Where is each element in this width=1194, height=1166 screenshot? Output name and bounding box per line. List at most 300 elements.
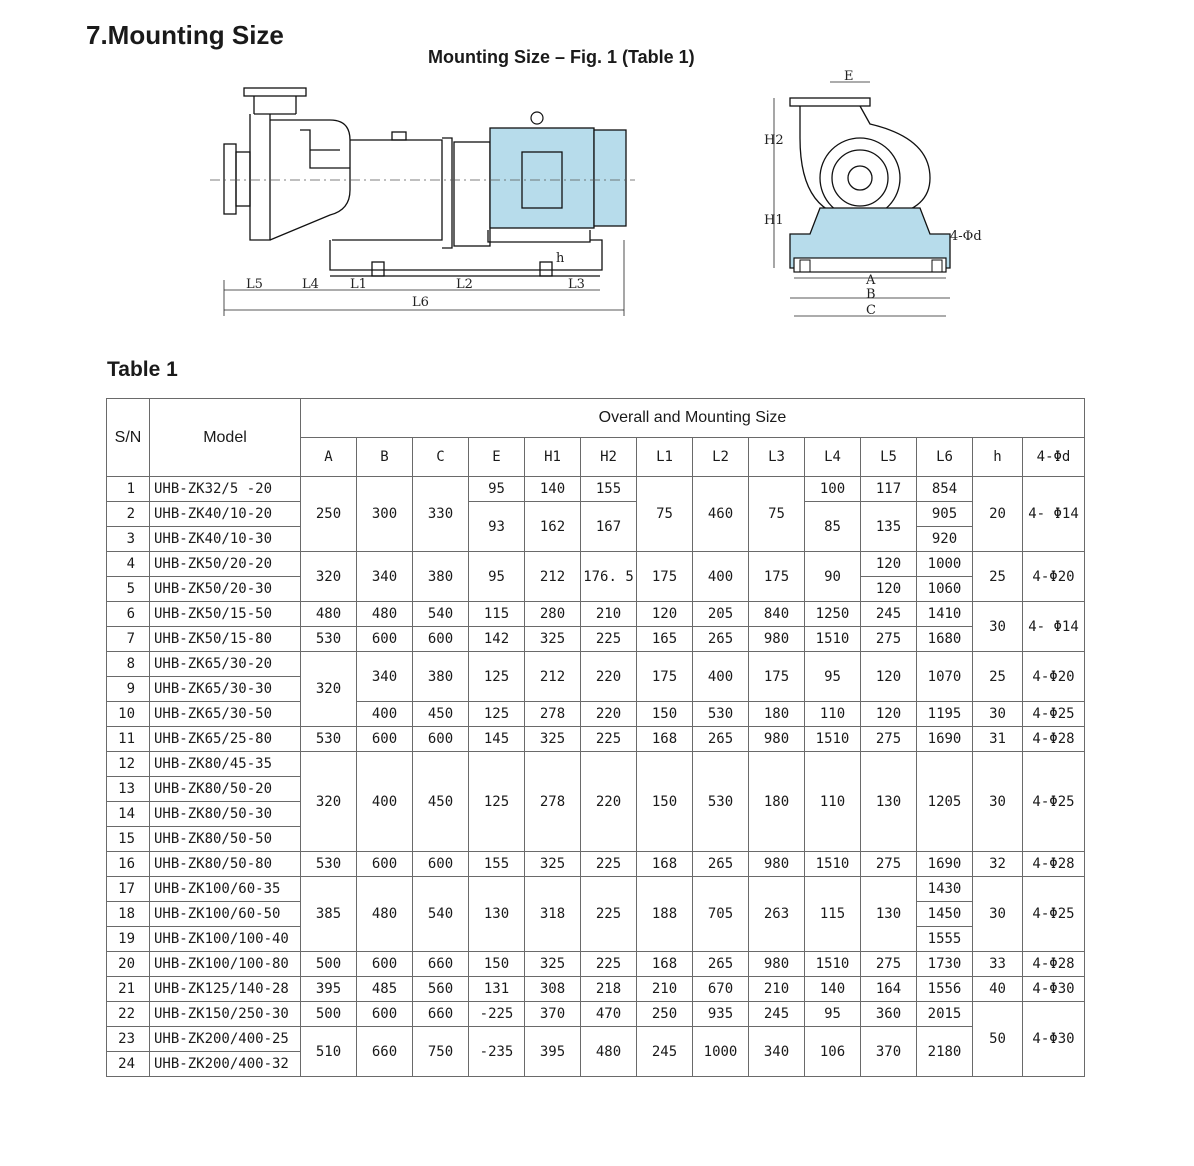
dimension-cell: 225 xyxy=(581,877,637,952)
dimension-cell: 280 xyxy=(525,602,581,627)
dimension-cell: 450 xyxy=(413,702,469,727)
dimension-cell: 220 xyxy=(581,752,637,852)
dimension-cell: 4- Φ14 xyxy=(1023,477,1085,552)
dimension-cell: 2015 xyxy=(917,1002,973,1027)
dimension-cell: 30 xyxy=(973,877,1023,952)
dimension-cell: 840 xyxy=(749,602,805,627)
serial-number-cell: 18 xyxy=(107,902,150,927)
dimension-cell: 25 xyxy=(973,652,1023,702)
column-header: h xyxy=(973,438,1023,477)
dimension-cell: 4-Φ25 xyxy=(1023,877,1085,952)
dimension-cell: 85 xyxy=(805,502,861,552)
model-cell: UHB-ZK100/100-40 xyxy=(150,927,301,952)
dimension-cell: 1060 xyxy=(917,577,973,602)
model-cell: UHB-ZK80/50-80 xyxy=(150,852,301,877)
dimension-cell: 263 xyxy=(749,877,805,952)
model-cell: UHB-ZK100/60-35 xyxy=(150,877,301,902)
dimension-cell: 155 xyxy=(469,852,525,877)
dimension-cell: 150 xyxy=(637,702,693,727)
dimension-cell: 4-Φ28 xyxy=(1023,852,1085,877)
dimension-cell: 265 xyxy=(693,727,749,752)
dimension-cell: 225 xyxy=(581,627,637,652)
serial-number-cell: 22 xyxy=(107,1002,150,1027)
serial-number-cell: 1 xyxy=(107,477,150,502)
dimension-cell: 125 xyxy=(469,652,525,702)
dim-h-label: h xyxy=(556,251,565,266)
dim-b-label: B xyxy=(866,287,876,302)
dim-l2-label: L2 xyxy=(456,277,473,292)
serial-number-cell: 11 xyxy=(107,727,150,752)
serial-number-cell: 2 xyxy=(107,502,150,527)
dimension-cell: 600 xyxy=(413,727,469,752)
dimension-cell: 500 xyxy=(301,952,357,977)
dim-a-label: A xyxy=(866,273,876,288)
dimension-cell: 660 xyxy=(413,1002,469,1027)
dimension-cell: 175 xyxy=(637,652,693,702)
header-model: Model xyxy=(150,399,301,477)
dim-bolt-label: 4-Φd xyxy=(950,229,982,244)
model-cell: UHB-ZK50/15-50 xyxy=(150,602,301,627)
dimension-cell: 164 xyxy=(861,977,917,1002)
dimension-cell: 530 xyxy=(301,852,357,877)
dimension-cell: 980 xyxy=(749,627,805,652)
column-header: L3 xyxy=(749,438,805,477)
dimension-cell: 176. 5 xyxy=(581,552,637,602)
dimension-cell: 250 xyxy=(301,477,357,552)
dim-e-label: E xyxy=(844,69,854,84)
serial-number-cell: 10 xyxy=(107,702,150,727)
dimension-cell: 540 xyxy=(413,602,469,627)
dimension-cell: 600 xyxy=(357,727,413,752)
dimension-cell: 175 xyxy=(749,652,805,702)
table-row xyxy=(107,627,1085,652)
dimension-cell: 600 xyxy=(413,852,469,877)
dimension-cell: 325 xyxy=(525,952,581,977)
table-row xyxy=(107,952,1085,977)
dimension-cell: 1430 xyxy=(917,877,973,902)
dimension-cell: 4-Φ30 xyxy=(1023,977,1085,1002)
dimension-cell: 4-Φ30 xyxy=(1023,1002,1085,1077)
dimension-cell: 340 xyxy=(357,652,413,702)
dimension-cell: 4-Φ20 xyxy=(1023,652,1085,702)
dimension-cell: 920 xyxy=(917,527,973,552)
dimension-cell: 1070 xyxy=(917,652,973,702)
dimension-cell: 175 xyxy=(749,552,805,602)
pump-front-view-drawing xyxy=(760,68,1010,328)
table-body xyxy=(107,477,1085,1077)
dimension-cell: 225 xyxy=(581,952,637,977)
dim-h1-label: H1 xyxy=(764,213,784,228)
dimension-cell: 150 xyxy=(469,952,525,977)
serial-number-cell: 6 xyxy=(107,602,150,627)
table-row xyxy=(107,852,1085,877)
dimension-cell: 75 xyxy=(749,477,805,552)
dimension-cell: 205 xyxy=(693,602,749,627)
dimension-cell: 120 xyxy=(861,577,917,602)
dimension-cell: 370 xyxy=(525,1002,581,1027)
mounting-size-table xyxy=(106,398,1085,1077)
model-cell: UHB-ZK65/30-50 xyxy=(150,702,301,727)
dimension-cell: 106 xyxy=(805,1027,861,1077)
dimension-cell: 278 xyxy=(525,702,581,727)
dimension-cell: 1510 xyxy=(805,627,861,652)
table-row xyxy=(107,477,1085,502)
dimension-cell: 75 xyxy=(637,477,693,552)
dimension-cell: 250 xyxy=(637,1002,693,1027)
serial-number-cell: 3 xyxy=(107,527,150,552)
table-row xyxy=(107,752,1085,777)
dimension-cell: 265 xyxy=(693,952,749,977)
dimension-cell: 400 xyxy=(357,702,413,727)
dimension-cell: 1510 xyxy=(805,852,861,877)
table-row xyxy=(107,727,1085,752)
dimension-cell: 600 xyxy=(357,952,413,977)
dim-c-label: C xyxy=(866,303,876,318)
dimension-cell: 130 xyxy=(469,877,525,952)
serial-number-cell: 19 xyxy=(107,927,150,952)
dimension-cell: 168 xyxy=(637,852,693,877)
dimension-cell: 450 xyxy=(413,752,469,852)
model-cell: UHB-ZK80/50-30 xyxy=(150,802,301,827)
serial-number-cell: 20 xyxy=(107,952,150,977)
model-cell: UHB-ZK65/30-20 xyxy=(150,652,301,677)
column-header: L2 xyxy=(693,438,749,477)
dim-l1-label: L1 xyxy=(350,277,367,292)
dimension-cell: 140 xyxy=(525,477,581,502)
dimension-cell: 560 xyxy=(413,977,469,1002)
dimension-cell: -225 xyxy=(469,1002,525,1027)
dimension-cell: 100 xyxy=(805,477,861,502)
dimension-cell: 1250 xyxy=(805,602,861,627)
dimension-cell: 325 xyxy=(525,852,581,877)
model-cell: UHB-ZK100/100-80 xyxy=(150,952,301,977)
dimension-cell: 1680 xyxy=(917,627,973,652)
model-cell: UHB-ZK50/20-30 xyxy=(150,577,301,602)
dimension-cell: 95 xyxy=(469,477,525,502)
model-cell: UHB-ZK125/140-28 xyxy=(150,977,301,1002)
dimension-cell: 540 xyxy=(413,877,469,952)
dimension-cell: 31 xyxy=(973,727,1023,752)
dimension-cell: 980 xyxy=(749,852,805,877)
dimension-cell: 175 xyxy=(637,552,693,602)
dimension-cell: 95 xyxy=(805,652,861,702)
dimension-cell: 275 xyxy=(861,727,917,752)
dimension-cell: 480 xyxy=(357,602,413,627)
serial-number-cell: 16 xyxy=(107,852,150,877)
dimension-cell: 854 xyxy=(917,477,973,502)
dimension-cell: 162 xyxy=(525,502,581,552)
dimension-cell: 480 xyxy=(581,1027,637,1077)
dim-l4-label: L4 xyxy=(302,277,319,292)
dimension-cell: 180 xyxy=(749,702,805,727)
dimension-cell: 530 xyxy=(693,752,749,852)
dimension-cell: 400 xyxy=(693,652,749,702)
serial-number-cell: 14 xyxy=(107,802,150,827)
dimension-cell: 485 xyxy=(357,977,413,1002)
dimension-cell: 1410 xyxy=(917,602,973,627)
dimension-cell: 115 xyxy=(805,877,861,952)
serial-number-cell: 12 xyxy=(107,752,150,777)
dimension-cell: 212 xyxy=(525,652,581,702)
pump-side-view-drawing xyxy=(210,80,640,320)
serial-number-cell: 15 xyxy=(107,827,150,852)
dimension-cell: 155 xyxy=(581,477,637,502)
dimension-cell: 115 xyxy=(469,602,525,627)
dimension-cell: 500 xyxy=(301,1002,357,1027)
dimension-cell: 210 xyxy=(581,602,637,627)
dimension-cell: 510 xyxy=(301,1027,357,1077)
table-row xyxy=(107,1002,1085,1027)
column-header: L6 xyxy=(917,438,973,477)
table-row xyxy=(107,552,1085,577)
dimension-cell: 245 xyxy=(637,1027,693,1077)
dimension-cell: 905 xyxy=(917,502,973,527)
model-cell: UHB-ZK150/250-30 xyxy=(150,1002,301,1027)
dimension-cell: 95 xyxy=(805,1002,861,1027)
dimension-cell: 110 xyxy=(805,702,861,727)
dimension-cell: 530 xyxy=(301,627,357,652)
serial-number-cell: 13 xyxy=(107,777,150,802)
dimension-cell: 600 xyxy=(357,852,413,877)
dimension-cell: 225 xyxy=(581,727,637,752)
dimension-cell: 150 xyxy=(637,752,693,852)
motor-fan-cover xyxy=(594,130,626,226)
dim-l3-label: L3 xyxy=(568,277,585,292)
dimension-cell: 278 xyxy=(525,752,581,852)
dimension-cell: 4-Φ28 xyxy=(1023,952,1085,977)
dimension-cell: 220 xyxy=(581,652,637,702)
model-cell: UHB-ZK200/400-25 xyxy=(150,1027,301,1052)
motor-body xyxy=(490,128,594,228)
model-cell: UHB-ZK40/10-30 xyxy=(150,527,301,552)
serial-number-cell: 24 xyxy=(107,1052,150,1077)
dimension-cell: -235 xyxy=(469,1027,525,1077)
dimension-cell: 330 xyxy=(413,477,469,552)
dimension-cell: 25 xyxy=(973,552,1023,602)
dimension-cell: 130 xyxy=(861,752,917,852)
dimension-cell: 980 xyxy=(749,727,805,752)
model-cell: UHB-ZK50/15-80 xyxy=(150,627,301,652)
model-cell: UHB-ZK80/50-20 xyxy=(150,777,301,802)
dimension-cell: 320 xyxy=(301,552,357,602)
dimension-cell: 125 xyxy=(469,752,525,852)
dimension-cell: 20 xyxy=(973,477,1023,552)
column-header: B xyxy=(357,438,413,477)
dimension-cell: 1555 xyxy=(917,927,973,952)
dimension-cell: 188 xyxy=(637,877,693,952)
column-header: A xyxy=(301,438,357,477)
dimension-cell: 218 xyxy=(581,977,637,1002)
header-sn: S/N xyxy=(107,399,150,477)
serial-number-cell: 9 xyxy=(107,677,150,702)
section-title: 7.Mounting Size xyxy=(86,20,284,50)
dimension-cell: 168 xyxy=(637,952,693,977)
dimension-cell: 395 xyxy=(525,1027,581,1077)
dimension-cell: 395 xyxy=(301,977,357,1002)
dimension-cell: 1690 xyxy=(917,727,973,752)
dimension-cell: 318 xyxy=(525,877,581,952)
dimension-cell: 380 xyxy=(413,552,469,602)
dimension-cell: 165 xyxy=(637,627,693,652)
serial-number-cell: 8 xyxy=(107,652,150,677)
serial-number-cell: 5 xyxy=(107,577,150,602)
dimension-cell: 320 xyxy=(301,652,357,727)
dimension-cell: 460 xyxy=(693,477,749,552)
pump-casing xyxy=(250,114,270,240)
dimension-cell: 4-Φ25 xyxy=(1023,752,1085,852)
dimension-cell: 90 xyxy=(805,552,861,602)
dimension-cell: 980 xyxy=(749,952,805,977)
table-title: Table 1 xyxy=(107,358,178,381)
lifting-eye-icon xyxy=(531,112,543,124)
dimension-cell: 32 xyxy=(973,852,1023,877)
dimension-cell: 275 xyxy=(861,627,917,652)
model-cell: UHB-ZK200/400-32 xyxy=(150,1052,301,1077)
serial-number-cell: 17 xyxy=(107,877,150,902)
dimension-cell: 140 xyxy=(805,977,861,1002)
suction-flange xyxy=(224,144,236,214)
figure-caption: Mounting Size – Fig. 1 (Table 1) xyxy=(428,47,695,67)
dimension-cell: 180 xyxy=(749,752,805,852)
model-cell: UHB-ZK50/20-20 xyxy=(150,552,301,577)
dimension-cell: 168 xyxy=(637,727,693,752)
dimension-cell: 4-Φ25 xyxy=(1023,702,1085,727)
dimension-cell: 325 xyxy=(525,627,581,652)
serial-number-cell: 21 xyxy=(107,977,150,1002)
dimension-cell: 1510 xyxy=(805,952,861,977)
dimension-cell: 30 xyxy=(973,602,1023,652)
dimension-cell: 670 xyxy=(693,977,749,1002)
dimension-cell: 275 xyxy=(861,852,917,877)
dim-h2-label: H2 xyxy=(764,133,784,148)
dimension-cell: 600 xyxy=(413,627,469,652)
dimension-cell: 245 xyxy=(861,602,917,627)
dimension-cell: 275 xyxy=(861,952,917,977)
dimension-cell: 935 xyxy=(693,1002,749,1027)
table-row xyxy=(107,977,1085,1002)
dimension-cell: 210 xyxy=(637,977,693,1002)
column-header: L4 xyxy=(805,438,861,477)
serial-number-cell: 23 xyxy=(107,1027,150,1052)
dimension-cell: 110 xyxy=(805,752,861,852)
dimension-cell: 245 xyxy=(749,1002,805,1027)
dimension-cell: 120 xyxy=(637,602,693,627)
table-row xyxy=(107,877,1085,902)
dimension-cell: 1195 xyxy=(917,702,973,727)
dimension-cell: 131 xyxy=(469,977,525,1002)
model-cell: UHB-ZK80/45-35 xyxy=(150,752,301,777)
table-row xyxy=(107,702,1085,727)
column-header: L1 xyxy=(637,438,693,477)
dimension-cell: 380 xyxy=(413,652,469,702)
dimension-cell: 30 xyxy=(973,702,1023,727)
dimension-cell: 117 xyxy=(861,477,917,502)
dimension-cell: 325 xyxy=(525,727,581,752)
dim-l5-label: L5 xyxy=(246,277,263,292)
model-cell: UHB-ZK65/30-30 xyxy=(150,677,301,702)
dimension-cell: 135 xyxy=(861,502,917,552)
dimension-cell: 1730 xyxy=(917,952,973,977)
dimension-cell: 130 xyxy=(861,877,917,952)
dimension-cell: 210 xyxy=(749,977,805,1002)
serial-number-cell: 7 xyxy=(107,627,150,652)
front-discharge-flange xyxy=(790,98,870,106)
model-cell: UHB-ZK100/60-50 xyxy=(150,902,301,927)
dimension-cell: 340 xyxy=(357,552,413,602)
dimension-cell: 400 xyxy=(357,752,413,852)
dimension-cell: 308 xyxy=(525,977,581,1002)
table-row xyxy=(107,502,1085,527)
dimension-cell: 530 xyxy=(301,727,357,752)
dimension-cell: 400 xyxy=(693,552,749,602)
table-row xyxy=(107,602,1085,627)
dimension-cell: 370 xyxy=(861,1027,917,1077)
dimension-cell: 1510 xyxy=(805,727,861,752)
dimension-cell: 300 xyxy=(357,477,413,552)
model-cell: UHB-ZK65/25-80 xyxy=(150,727,301,752)
dimension-cell: 95 xyxy=(469,552,525,602)
dimension-cell: 40 xyxy=(973,977,1023,1002)
dimension-cell: 225 xyxy=(581,852,637,877)
dim-l6-label: L6 xyxy=(412,295,429,310)
dimension-cell: 2180 xyxy=(917,1027,973,1077)
dimension-cell: 120 xyxy=(861,702,917,727)
dimension-cell: 1450 xyxy=(917,902,973,927)
column-header: C xyxy=(413,438,469,477)
dimension-cell: 480 xyxy=(301,602,357,627)
model-cell: UHB-ZK40/10-20 xyxy=(150,502,301,527)
dimension-cell: 142 xyxy=(469,627,525,652)
dimension-cell: 265 xyxy=(693,852,749,877)
dimension-cell: 93 xyxy=(469,502,525,552)
dimension-cell: 1000 xyxy=(693,1027,749,1077)
dimension-cell: 360 xyxy=(861,1002,917,1027)
dimension-cell: 33 xyxy=(973,952,1023,977)
dimension-cell: 4-Φ20 xyxy=(1023,552,1085,602)
table-row xyxy=(107,652,1085,677)
dimension-cell: 660 xyxy=(357,1027,413,1077)
dimension-cell: 705 xyxy=(693,877,749,952)
dimension-cell: 220 xyxy=(581,702,637,727)
dimension-cell: 340 xyxy=(749,1027,805,1077)
dimension-cell: 4-Φ28 xyxy=(1023,727,1085,752)
table-header-row-group xyxy=(107,399,1085,438)
dimension-cell: 660 xyxy=(413,952,469,977)
column-header: E xyxy=(469,438,525,477)
dimension-cell: 265 xyxy=(693,627,749,652)
dimension-cell: 4- Φ14 xyxy=(1023,602,1085,652)
discharge-flange xyxy=(244,88,306,96)
dimension-cell: 30 xyxy=(973,752,1023,852)
column-header: 4-Φd xyxy=(1023,438,1085,477)
dimension-cell: 320 xyxy=(301,752,357,852)
dimension-cell: 1000 xyxy=(917,552,973,577)
dimension-cell: 750 xyxy=(413,1027,469,1077)
column-header: L5 xyxy=(861,438,917,477)
model-cell: UHB-ZK32/5 -20 xyxy=(150,477,301,502)
dimension-cell: 145 xyxy=(469,727,525,752)
dimension-cell: 120 xyxy=(861,652,917,702)
serial-number-cell: 4 xyxy=(107,552,150,577)
dimension-cell: 1205 xyxy=(917,752,973,852)
model-cell: UHB-ZK80/50-50 xyxy=(150,827,301,852)
dimension-cell: 1690 xyxy=(917,852,973,877)
dimension-cell: 600 xyxy=(357,1002,413,1027)
dimension-cell: 212 xyxy=(525,552,581,602)
dimension-cell: 167 xyxy=(581,502,637,552)
table-row xyxy=(107,1027,1085,1052)
dimension-cell: 530 xyxy=(693,702,749,727)
